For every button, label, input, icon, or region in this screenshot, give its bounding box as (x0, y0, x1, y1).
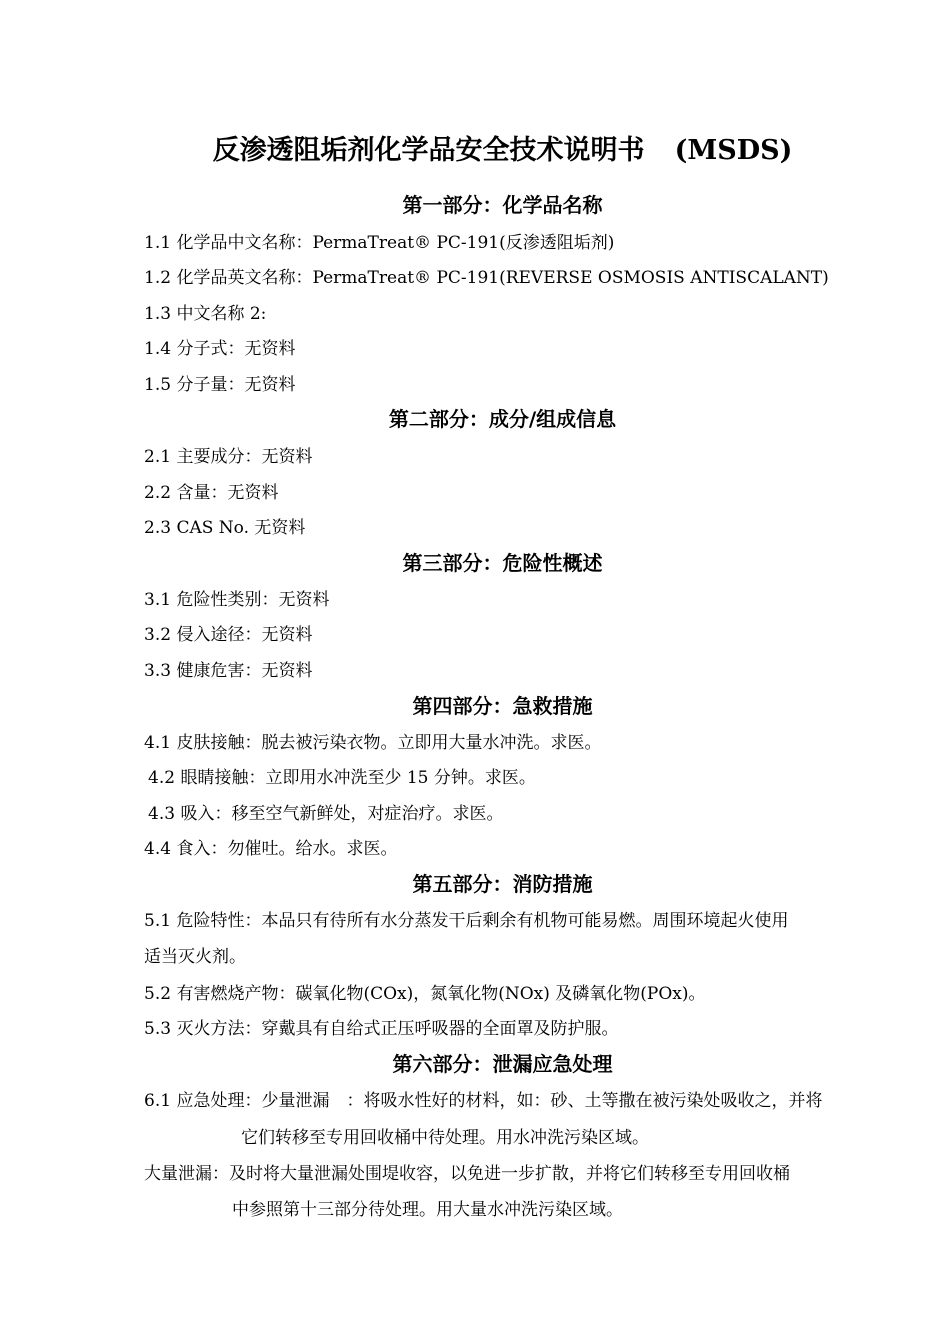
section-5-heading: 第五部分：消防措施 (412, 872, 593, 896)
line-6-2a: 大量泄漏：及时将大量泄漏处围堤收容，以免进一步扩散，并将它们转移至专用回收桶 (144, 1164, 790, 1184)
line-3-3: 3.3 健康危害：无资料 (144, 661, 313, 681)
line-3-2: 3.2 侵入途径：无资料 (144, 625, 313, 645)
line-6-2b: 中参照第十三部分待处理。用大量水冲洗污染区域。 (232, 1200, 623, 1220)
line-2-1: 2.1 主要成分：无资料 (144, 447, 313, 467)
section-4-heading: 第四部分：急救措施 (412, 694, 593, 718)
line-4-4: 4.4 食入：勿催吐。给水。求医。 (144, 839, 398, 859)
document-title (0, 128, 950, 167)
line-6-1a: 6.1 应急处理：少量泄漏 ：将吸水性好的材料，如：砂、土等撒在被污染处吸收之，并将 (144, 1091, 823, 1111)
section-2-heading: 第二部分：成分/组成信息 (388, 407, 617, 431)
line-2-2: 2.2 含量：无资料 (144, 483, 279, 503)
title-main: 反渗透阻垢剂化学品安全技术说明书 (212, 135, 645, 166)
line-5-2: 5.2 有害燃烧产物：碳氧化物(COx)，氮氧化物(NOx) 及磷氧化物(POx)。 (144, 984, 706, 1004)
line-3-1: 3.1 危险性类别：无资料 (144, 590, 330, 610)
line-1-1: 1.1 化学品中文名称：PermaTreat® PC-191(反渗透阻垢剂) (144, 233, 615, 253)
line-2-3: 2.3 CAS No. 无资料 (144, 518, 306, 538)
section-3-heading: 第三部分：危险性概述 (402, 551, 603, 575)
section-6-heading: 第六部分：泄漏应急处理 (392, 1052, 613, 1076)
section-1-heading: 第一部分：化学品名称 (402, 193, 603, 217)
line-1-5: 1.5 分子量：无资料 (144, 375, 296, 395)
line-1-2: 1.2 化学品英文名称：PermaTreat® PC-191(REVERSE OSMOSIS ANTISCALANT) (144, 268, 829, 288)
line-5-1b: 适当灭火剂。 (144, 947, 246, 967)
title-suffix: (MSDS) (674, 135, 793, 166)
line-4-3: 4.3 吸入：移至空气新鲜处，对症治疗。求医。 (148, 804, 504, 824)
line-5-1a: 5.1 危险特性：本品只有待所有水分蒸发干后剩余有机物可能易燃。周围环境起火使用 (144, 911, 789, 931)
line-1-3: 1.3 中文名称 2: (144, 304, 267, 324)
line-1-4: 1.4 分子式：无资料 (144, 339, 296, 359)
line-4-1: 4.1 皮肤接触：脱去被污染衣物。立即用大量水冲洗。求医。 (144, 733, 602, 753)
line-6-1b: 它们转移至专用回收桶中待处理。用水冲洗污染区域。 (241, 1128, 649, 1148)
line-4-2: 4.2 眼睛接触：立即用水冲洗至少 15 分钟。求医。 (148, 768, 536, 788)
line-5-3: 5.3 灭火方法：穿戴具有自给式正压呼吸器的全面罩及防护服。 (144, 1019, 619, 1039)
